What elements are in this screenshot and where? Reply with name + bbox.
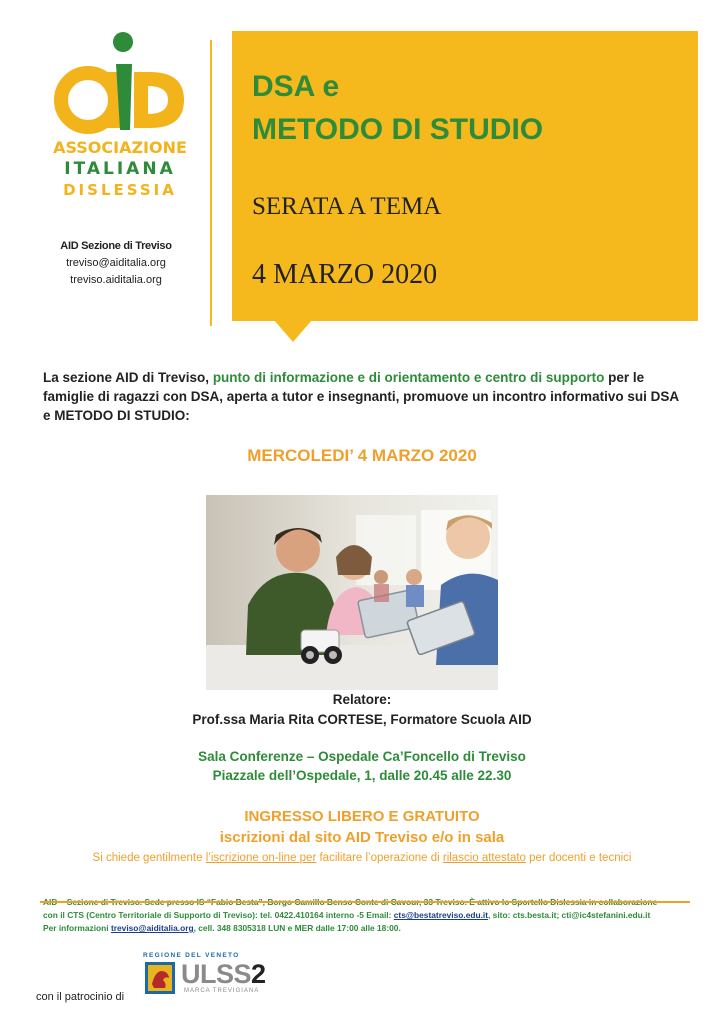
patronage-label: con il patrocinio di [36,991,125,1003]
intro-part2: per le famiglie di ragazzi con DSA, aperta a tutor e insegnanti, promuove un incontro informativo sui DSA e METODO DI STUDIO: [43,370,679,423]
marca-trevigiana-label: MARCA TREVIGIANA [184,988,260,994]
contact-section: AID Sezione di Treviso [60,240,172,252]
footer-line3 [43,922,683,935]
note-online-registration: l’iscrizione on-line per [205,852,317,864]
footer-line2a: con il CTS (Centro Territoriale di Supporto di Treviso): tel. 0422.410164 interno -5 Email: [43,910,394,920]
registration-info: iscrizioni dal sito AID Treviso e/o in sala [219,829,505,846]
logo-line-dislessia: DISLESSIA [63,181,177,199]
speaker-name: Prof.ssa Maria Rita CORTESE, Formatore Scuola AID [192,712,532,727]
banner-date: 4 MARZO 2020 [252,259,438,290]
registration-note [0,852,724,864]
footer-aid-email-link[interactable]: treviso@aiditalia.org [110,923,194,933]
intro-part1: La sezione AID di Treviso, [43,370,213,385]
speaker-label: Relatore: [332,692,392,707]
footer-cts-email-link[interactable]: cts@bestatreviso.edu.it [393,910,489,920]
classroom-photo [206,495,498,690]
note-c: facilitare l’operazione di [316,852,443,864]
intro-highlight: punto di informazione e di orientamento e centro di supporto [212,370,605,385]
venue-line1: Sala Conferenze – Ospedale Ca’Foncello di Treviso [198,749,526,764]
contact-block [50,238,182,289]
note-a: Si chiede gentilmente [92,852,206,864]
event-day: MERCOLEDI’ 4 MARZO 2020 [247,446,477,465]
note-certificate: rilascio attestato [442,852,526,864]
ulss-word: ULSS [181,959,252,989]
logo-wordmark [46,138,194,199]
contact-email-link[interactable]: treviso@aiditalia.org [66,257,166,269]
banner-subtitle: SERATA A TEMA [252,193,442,220]
banner-title-line1: DSA e [252,70,340,103]
footer-line3a: Per informazioni [43,923,111,933]
vertical-divider [210,40,212,326]
intro-paragraph [43,368,683,425]
ulss-logo-text [181,959,266,990]
free-entry: INGRESSO LIBERO E GRATUITO [244,808,480,825]
note-e: per docenti e tecnici [525,852,632,864]
footer-line2b: , sito: cts.besta.it; cti@ic4stefanini.edu.it [488,910,651,920]
logo-line-italiana: ITALIANA [64,159,176,179]
footer-strike-line [40,901,690,903]
regione-veneto-label: REGIONE DEL VENETO [143,952,240,959]
venue-line2: Piazzale dell’Ospedale, 1, dalle 20.45 alle 22.30 [212,768,512,783]
footer-line3b: , cell. 348 8305318 LUN e MER dalle 17:00 alle 18:00. [193,923,401,933]
logo-line-associazione: ASSOCIAZIONE [53,138,187,157]
ulss-number: 2 [251,959,266,989]
banner-pointer [274,320,312,342]
lion-crest-icon [145,962,175,994]
contact-site-link[interactable]: treviso.aiditalia.org [70,274,162,286]
banner-title-line2: METODO DI STUDIO [252,113,544,146]
footer-line2 [43,909,683,922]
